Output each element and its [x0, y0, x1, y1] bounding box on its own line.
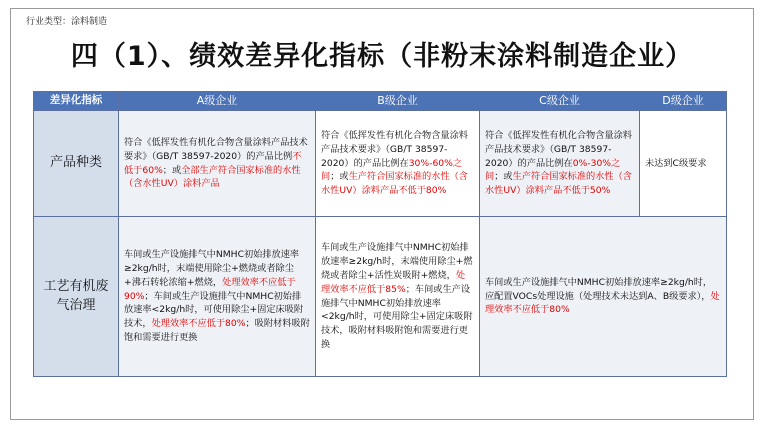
indicator-table	[33, 91, 727, 377]
cell-text: 车间或生产设施排气中NMHC初始排放速率≥2kg/h时，应配置VOCs处理设施（处理技术未达到A、B级要求），	[485, 276, 713, 302]
row-label-product-type: 产品种类	[34, 111, 119, 217]
cell-product-a	[119, 111, 316, 217]
row-label-organic-exhaust: 工艺有机废气治理	[34, 217, 119, 377]
cell-text: ；或	[330, 171, 349, 183]
cell-text-highlight: 生产符合国家标准的水性（含水性UV）涂料产品不低于80%	[321, 171, 468, 197]
cell-text-highlight: 全部生产符合国家标准的水性（含水性UV）涂料产品	[124, 164, 301, 190]
cell-text-highlight: 处理效率不应低于90%	[124, 276, 296, 302]
cell-text-highlight: 不低于60%	[124, 150, 302, 176]
cell-text: ；或	[494, 171, 513, 183]
cell-text: ；或	[162, 164, 182, 176]
cell-text: ；车间或生产设施排气中NMHC初始排放速率<2kg/h时，可使用除尘+固定床吸附技术，	[124, 290, 304, 330]
header-grade-b: B级企业	[316, 92, 480, 111]
cell-text: ；车间或生产设施排气中NMHC初始排放速率<2kg/h时，可使用除尘+固定床吸附技术，吸附材料吸附饱和需要进行更换	[321, 283, 473, 350]
page-title: 四（1）、绩效差异化指标（非粉末涂料制造企业）	[70, 41, 694, 72]
cell-text: 符合《低挥发性有机化合物含量涂料产品技术要求》（GB/T 38597-2020）的产品比例在	[321, 130, 468, 169]
cell-text: ；吸附材料吸附饱和需要进行更换	[124, 318, 310, 343]
header-grade-a: A级企业	[119, 92, 316, 111]
cell-text-highlight: 30%-60%之间	[321, 157, 463, 183]
table-row-organic-exhaust	[34, 217, 727, 377]
cell-product-c	[480, 111, 640, 217]
industry-label: 行业类型：涂料制造	[26, 17, 108, 27]
cell-text-highlight: 0%-30%之间	[485, 157, 621, 183]
table-row-product-type	[34, 111, 727, 217]
cell-text: 车间或生产设施排气中NMHC初始排放速率≥2kg/h时，末端使用除尘+燃烧或者除尘+活性炭吸附+燃烧，	[321, 242, 473, 281]
cell-text-highlight: 处理效率不应低于80%	[485, 290, 720, 316]
cell-product-d: 未达到C级要求	[640, 111, 727, 217]
header-indicator: 差异化指标	[34, 92, 119, 111]
cell-text: 符合《低挥发性有机化合物含量涂料产品技术要求》（GB/T 38597-2020）的产品比例	[124, 136, 308, 162]
cell-text-highlight: 处理效率不应低于85%	[321, 269, 466, 295]
cell-text: 符合《低挥发性有机化合物含量涂料产品技术要求》（GB/T 38597-2020）的产品比例在	[485, 130, 632, 169]
cell-product-b	[316, 111, 480, 217]
header-grade-c: C级企业	[480, 92, 640, 111]
table-header-row	[34, 92, 727, 111]
cell-exhaust-b	[316, 217, 480, 377]
cell-text-highlight: 生产符合国家标准的水性（含水性UV）涂料产品不低于50%	[485, 171, 632, 197]
cell-exhaust-cd	[480, 217, 727, 377]
cell-text-highlight: 处理效率不应低于80%	[151, 318, 246, 330]
cell-text: 车间或生产设施排气中NMHC初始排放速率≥2kg/h时，末端使用除尘+燃烧或者除尘+沸石转轮浓缩+燃烧，	[124, 249, 300, 288]
header-grade-d: D级企业	[640, 92, 727, 111]
cell-exhaust-a	[119, 217, 316, 377]
